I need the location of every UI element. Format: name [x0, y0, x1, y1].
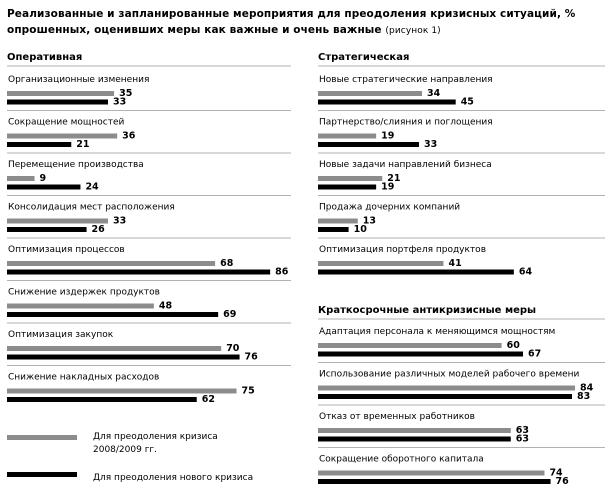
category-label: Снижение накладных расходов: [8, 372, 160, 383]
bar-new-crisis: [7, 355, 240, 360]
bar-crisis-2008: [318, 91, 422, 96]
category-label: Отказ от временных работников: [319, 412, 475, 422]
bar-crisis-2008: [318, 176, 382, 181]
section-title: Стратегическая: [318, 52, 410, 63]
section-title: Краткосрочные антикризисные меры: [318, 305, 537, 316]
value-label: 70: [226, 343, 240, 354]
bar-crisis-2008: [7, 134, 117, 139]
bar-new-crisis: [318, 142, 419, 147]
section-title: Оперативная: [7, 52, 83, 63]
bar-crisis-2008: [7, 261, 215, 266]
value-label: 76: [555, 476, 569, 487]
value-label: 34: [427, 88, 441, 99]
legend-label-crisis-2008: Для преодоления кризиса: [93, 432, 218, 442]
bar-new-crisis: [7, 270, 270, 275]
category-label: Снижение издержек продуктов: [8, 287, 160, 298]
category-label: Партнерство/слияния и поглощения: [319, 117, 493, 128]
value-label: 69: [223, 309, 237, 320]
bar-crisis-2008: [7, 304, 154, 309]
bar-new-crisis: [318, 437, 511, 442]
category-label: Адаптация персонала к меняющимся мощностям: [319, 327, 556, 337]
bar-new-crisis: [318, 479, 551, 484]
bar-crisis-2008: [318, 428, 511, 433]
legend-label-new-crisis: Для преодоления нового кризиса: [93, 473, 254, 483]
value-label: 45: [460, 96, 474, 108]
value-label: 67: [528, 348, 542, 360]
legend-swatch-crisis-2008: [7, 435, 77, 440]
category-label: Сокращение оборотного капитала: [319, 454, 484, 465]
bar-new-crisis: [318, 227, 349, 232]
category-label: Новые стратегические направления: [319, 75, 493, 85]
legend-label-crisis-2008-cont: 2008/2009 гг.: [93, 445, 158, 455]
value-label: 63: [515, 433, 530, 445]
category-label: Оптимизация процессов: [8, 245, 125, 255]
value-label: 35: [119, 88, 133, 99]
bar-new-crisis: [7, 312, 218, 317]
bar-new-crisis: [7, 397, 197, 402]
bar-new-crisis: [7, 227, 87, 232]
bar-crisis-2008: [318, 471, 544, 476]
value-label: 24: [85, 181, 99, 193]
category-label: Оптимизация портфеля продуктов: [319, 245, 486, 255]
bar-new-crisis: [7, 185, 80, 190]
value-label: 33: [112, 215, 127, 227]
bar-new-crisis: [318, 270, 514, 275]
value-label: 21: [76, 139, 90, 150]
bar-crisis-2008: [7, 91, 114, 96]
category-label: Перемещение производства: [8, 160, 144, 170]
bar-crisis-2008: [318, 261, 443, 266]
value-label: 62: [201, 394, 215, 405]
value-label: 63: [515, 425, 530, 436]
value-label: 36: [122, 130, 136, 142]
legend-swatch-new-crisis: [7, 472, 77, 477]
bar-new-crisis: [318, 185, 376, 190]
category-label: Сокращение мощностей: [8, 117, 125, 128]
value-label: 48: [158, 300, 173, 312]
bar-crisis-2008: [318, 134, 376, 139]
value-label: 76: [244, 351, 258, 363]
value-label: 33: [112, 96, 127, 108]
value-label: 74: [549, 467, 563, 479]
value-label: 64: [518, 266, 533, 278]
value-label: 60: [506, 340, 520, 351]
category-label: Консолидация мест расположения: [8, 202, 175, 213]
category-label: Использование различных моделей рабочего времени: [319, 369, 580, 380]
value-label: 68: [220, 258, 234, 269]
value-label: 83: [576, 391, 591, 402]
value-label: 13: [362, 215, 377, 227]
value-label: 19: [381, 181, 395, 193]
chart-title-main: Реализованные и запланированные мероприятия для преодоления кризисных ситуаций, % опрошенных, оценивших меры как важные и очень важные: [7, 8, 576, 36]
value-label: 41: [448, 258, 462, 269]
category-label: Организационные изменения: [8, 75, 150, 85]
value-label: 9: [39, 173, 47, 184]
value-label: 10: [353, 224, 367, 235]
bar-new-crisis: [318, 100, 456, 105]
bar-crisis-2008: [318, 343, 502, 348]
category-label: Продажа дочерних компаний: [319, 202, 461, 213]
value-label: 84: [580, 382, 594, 394]
bar-crisis-2008: [7, 346, 221, 351]
bar-new-crisis: [7, 100, 108, 105]
value-label: 19: [381, 130, 395, 142]
figure-reference: (рисунок 1): [385, 26, 441, 36]
category-label: Оптимизация закупок: [8, 330, 114, 340]
value-label: 33: [423, 139, 438, 150]
value-label: 75: [241, 385, 255, 397]
bar-crisis-2008: [7, 389, 237, 394]
value-label: 86: [275, 266, 289, 278]
value-label: 21: [387, 173, 401, 184]
bar-new-crisis: [318, 352, 523, 357]
bar-new-crisis: [7, 142, 71, 147]
bar-crisis-2008: [7, 219, 108, 224]
bar-crisis-2008: [7, 176, 35, 181]
value-label: 26: [91, 224, 105, 235]
bar-crisis-2008: [318, 219, 358, 224]
category-label: Новые задачи направлений бизнеса: [319, 160, 492, 170]
bar-new-crisis: [318, 394, 572, 399]
bar-crisis-2008: [318, 386, 575, 391]
